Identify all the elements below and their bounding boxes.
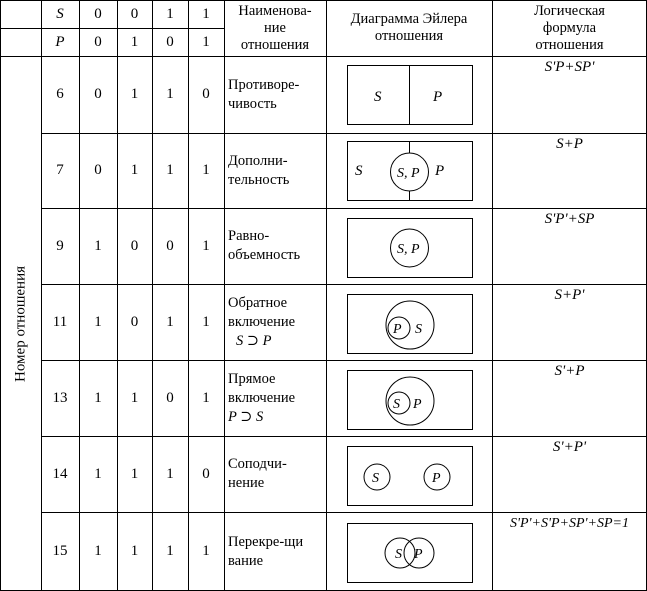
truth-value: 1: [202, 543, 210, 559]
truth-value: 1: [94, 465, 102, 482]
header-s-value: 1: [166, 5, 174, 22]
truth-value: 1: [202, 237, 210, 254]
truth-value: 0: [202, 86, 210, 102]
truth-value: 1: [130, 162, 139, 178]
relation-number: 13: [52, 389, 68, 406]
relation-number: 15: [52, 543, 68, 559]
relation-number: 6: [56, 86, 64, 102]
relation-name-line: объемность: [228, 247, 301, 263]
euler-diagram-equivalence: [347, 218, 473, 278]
relation-name-line: тельность: [228, 171, 290, 188]
truth-value: 0: [94, 162, 102, 178]
truth-value: 0: [94, 86, 102, 102]
relation-number: 7: [56, 162, 64, 178]
set-s-label: S: [355, 163, 363, 179]
header-diagram-column: Диаграмма Эйлера отношения: [350, 11, 468, 44]
relation-number: 14: [52, 465, 68, 482]
truth-value: 1: [202, 313, 210, 330]
relation-number: 9: [56, 237, 64, 254]
relation-name-line: Перекре-щи: [228, 533, 304, 550]
truth-value: 1: [166, 465, 174, 482]
side-label-text: Номер отношения: [12, 265, 28, 382]
set-sp-label: S, P: [397, 242, 420, 257]
truth-value: 1: [166, 313, 174, 330]
universe-rectangle: [348, 524, 473, 583]
logical-formula: S+P': [554, 287, 585, 303]
relation-number: 11: [52, 313, 68, 330]
truth-value: 1: [94, 543, 102, 559]
euler-diagram-subordination: [347, 446, 473, 506]
euler-diagram-direct-inclusion: [347, 370, 473, 430]
header-name-column: Наименова-ние отношения: [238, 2, 312, 53]
set-s-label: S: [393, 397, 400, 412]
set-p-label: P: [413, 397, 422, 412]
relation-name: [224, 512, 326, 591]
set-s-label: S: [372, 471, 379, 486]
relation-name: [224, 56, 326, 133]
header-s-label: S: [56, 5, 64, 22]
truth-value: 1: [166, 86, 174, 102]
relation-name-line: вание: [228, 552, 264, 569]
truth-value: 1: [130, 86, 139, 102]
truth-value: 1: [130, 465, 139, 482]
relation-name-line: включение: [228, 389, 296, 406]
truth-value: 0: [166, 389, 174, 406]
relation-name-line: Равно-: [228, 228, 270, 244]
universe-rectangle: [348, 447, 473, 506]
relation-name-line: Прямое: [228, 370, 276, 387]
header-formula-column: Логическая формула отношения: [534, 2, 605, 53]
logical-formula: S'P'+SP: [544, 211, 595, 227]
header-p-value: 0: [94, 33, 102, 50]
set-p-label: P: [432, 471, 441, 486]
logical-formula: S'P'+S'P+SP'+SP=1: [510, 516, 629, 531]
logical-formula: S'+P: [554, 363, 585, 379]
truth-value: 0: [166, 237, 174, 254]
relation-name-line: Противоре-: [228, 76, 300, 93]
relation-name-line: чивость: [228, 95, 277, 112]
truth-value: 1: [166, 162, 174, 178]
set-p-label: P: [414, 547, 423, 562]
truth-value: 1: [166, 543, 174, 559]
header-s-value: 0: [130, 5, 139, 22]
logical-formula: S'+P': [552, 439, 587, 455]
relation-name-line: S ⊃ P: [236, 332, 272, 349]
truth-value: 1: [130, 543, 139, 559]
relation-name-line: нение: [228, 475, 265, 491]
truth-value: 1: [202, 389, 210, 406]
truth-value: 1: [94, 389, 102, 406]
header-p-value: 1: [130, 33, 139, 50]
set-sp-label: S, P: [397, 166, 420, 181]
truth-value: 0: [130, 237, 139, 254]
relation-name-line: Обратное: [228, 294, 288, 311]
relation-name-line: Дополни-: [228, 152, 288, 169]
header-p-label: P: [55, 33, 65, 50]
universe-rectangle: [348, 295, 473, 354]
header-p-value: 1: [202, 33, 210, 50]
truth-value: 0: [202, 465, 210, 482]
set-s-label: S: [395, 547, 402, 562]
logical-formula: S+P: [556, 136, 583, 152]
set-p-label: P: [433, 89, 443, 105]
relation-name-line: Соподчи-: [228, 456, 287, 472]
euler-diagram-contradiction: [347, 65, 473, 125]
header-s-value: 1: [202, 5, 210, 22]
truth-value: 1: [94, 237, 102, 254]
relation-name-line: P ⊃ S: [228, 408, 264, 425]
euler-diagram-intersection: [347, 523, 473, 583]
truth-value: 1: [130, 389, 139, 406]
relation-name: [224, 284, 326, 360]
truth-value: 0: [130, 313, 139, 330]
truth-value: 1: [202, 162, 210, 178]
euler-diagram-complementarity: [347, 141, 473, 201]
relation-name: [224, 360, 326, 436]
set-s-label: S: [415, 322, 422, 337]
relation-name: [224, 133, 326, 208]
set-p-label: P: [393, 322, 402, 337]
logical-formula: S'P+SP': [544, 59, 595, 75]
set-p-label: P: [435, 163, 445, 179]
relation-name: [224, 436, 326, 512]
header-p-value: 0: [166, 33, 174, 50]
relation-name-line: включение: [228, 313, 296, 330]
relation-name: [224, 208, 326, 284]
truth-value: 1: [94, 313, 102, 330]
euler-diagram-reverse-inclusion: [347, 294, 473, 354]
header-s-value: 0: [94, 5, 102, 22]
set-s-label: S: [374, 89, 382, 105]
side-label-relation-number: [0, 56, 41, 591]
